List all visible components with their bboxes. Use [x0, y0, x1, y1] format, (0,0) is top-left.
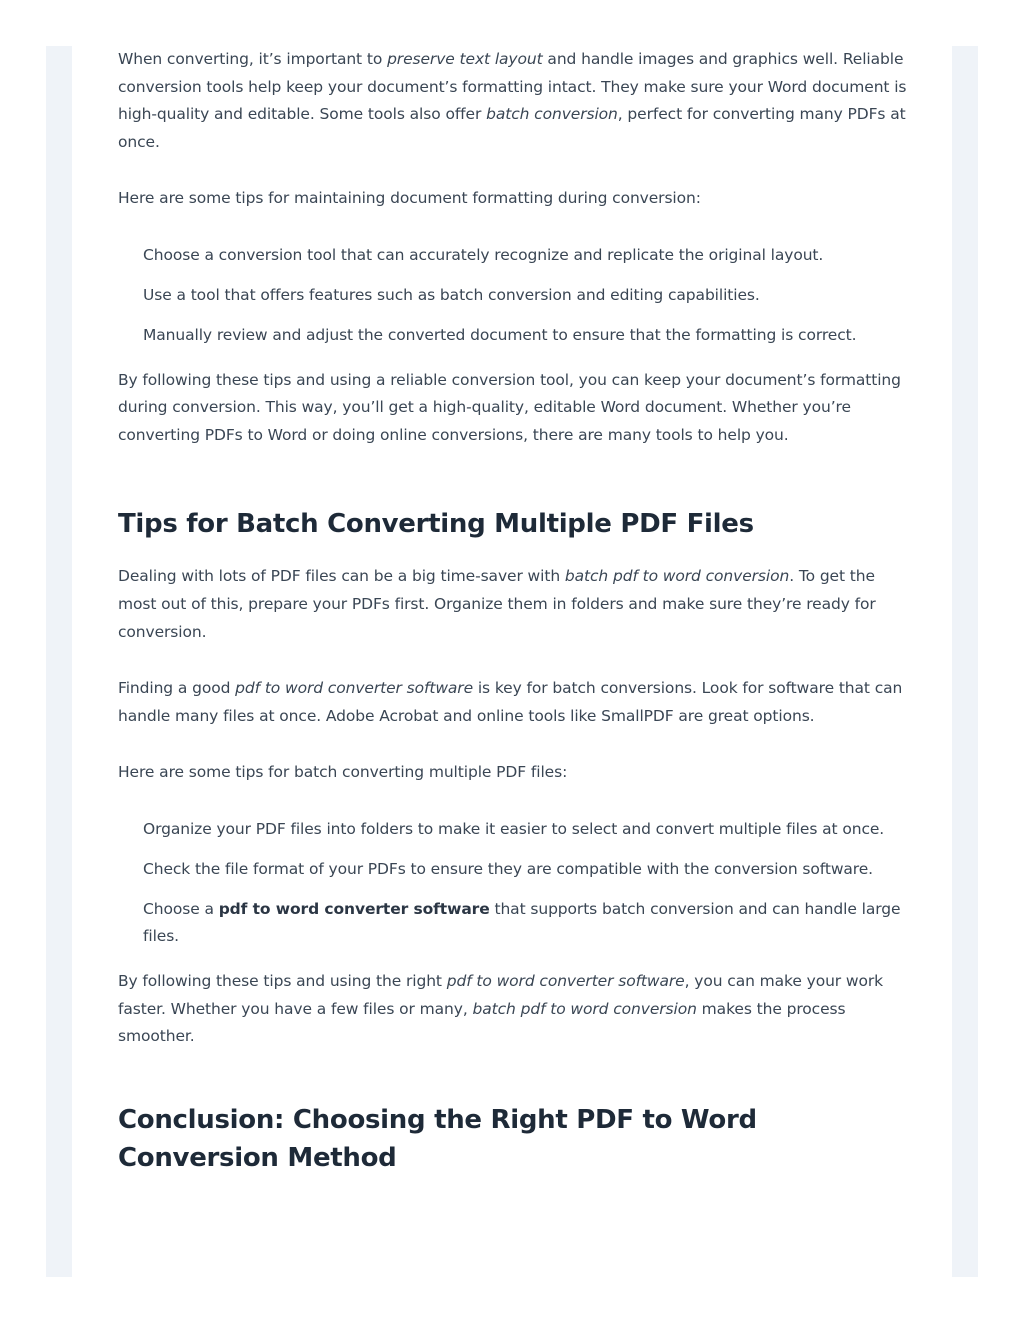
paragraph-preserve-layout	[118, 46, 908, 156]
left-page-rail	[46, 46, 72, 1277]
list-item: Organize your PDF files into folders to make it easier to select and convert multiple files at once.	[143, 819, 885, 838]
emphasis-batch-conversion: batch conversion	[486, 105, 618, 124]
emphasis-converter-software: pdf to word converter software	[235, 679, 474, 698]
list-item: Use a tool that offers features such as batch conversion and editing capabilities.	[143, 285, 760, 304]
paragraph-formatting-tips-intro: Here are some tips for maintaining document formatting during conversion:	[118, 189, 701, 208]
text-span: that supports batch conversion and can handle large files.	[143, 899, 901, 946]
paragraph-batch-summary	[118, 968, 908, 1051]
text-span: Finding a good	[118, 679, 236, 698]
text-span: . To get the most out of this, prepare your PDFs first. Organize them in folders and make sure they’re ready for conversion.	[118, 567, 876, 641]
text-span: is key for batch conversions. Look for software that can handle many files at once. Adobe Acrobat and online tools like SmallPDF are great options.	[118, 679, 903, 725]
paragraph-batch-tips-intro: Here are some tips for batch converting multiple PDF files:	[118, 763, 568, 782]
list-item: Manually review and adjust the converted document to ensure that the formatting is correct.	[143, 325, 857, 344]
list-item	[143, 896, 908, 951]
batch-tips-list	[118, 816, 908, 951]
text-span: Dealing with lots of PDF files can be a big time-saver with	[118, 567, 565, 586]
formatting-tips-list	[118, 242, 908, 350]
list-item: Check the file format of your PDFs to ensure they are compatible with the conversion software.	[143, 859, 873, 878]
text-span: Choose a	[143, 899, 219, 918]
bold-converter-software: pdf to word converter software	[218, 899, 490, 918]
emphasis-preserve-text-layout: preserve text layout	[387, 50, 543, 68]
paragraph-formatting-summary: By following these tips and using a reliable conversion tool, you can keep your document’s formatting during conversion. This way, you’ll get a high-quality, editable Word document. Whether you’re converting PDFs to Word or doing online conversions, there are many tools to help you.	[118, 370, 901, 444]
emphasis-batch-pdf-to-word: batch pdf to word conversion	[472, 999, 697, 1018]
text-span: and handle images and graphics well. Reliable conversion tools help keep your document’s formatting intact. They make sure your Word document is high-quality and editable. Some tools also offer	[118, 50, 907, 124]
text-span: , perfect for converting many PDFs at once.	[118, 105, 906, 151]
text-span: , you can make your work faster. Whether you have a few files or many,	[118, 972, 884, 1018]
heading-batch-converting: Tips for Batch Converting Multiple PDF Files	[118, 509, 754, 540]
emphasis-batch-pdf-to-word: batch pdf to word conversion	[564, 567, 790, 586]
right-page-rail	[952, 46, 978, 1277]
emphasis-converter-software: pdf to word converter software	[446, 972, 685, 991]
text-span: When converting, it’s important to	[118, 50, 388, 68]
text-span: makes the process smoother.	[118, 999, 846, 1046]
text-span: By following these tips and using the right	[118, 972, 447, 991]
heading-conclusion: Conclusion: Choosing the Right PDF to Word Conversion Method	[118, 1104, 757, 1173]
paragraph-batch-intro	[118, 563, 908, 646]
list-item: Choose a conversion tool that can accurately recognize and replicate the original layout.	[143, 245, 824, 264]
paragraph-converter-software	[118, 675, 908, 730]
article-body	[118, 46, 908, 1177]
